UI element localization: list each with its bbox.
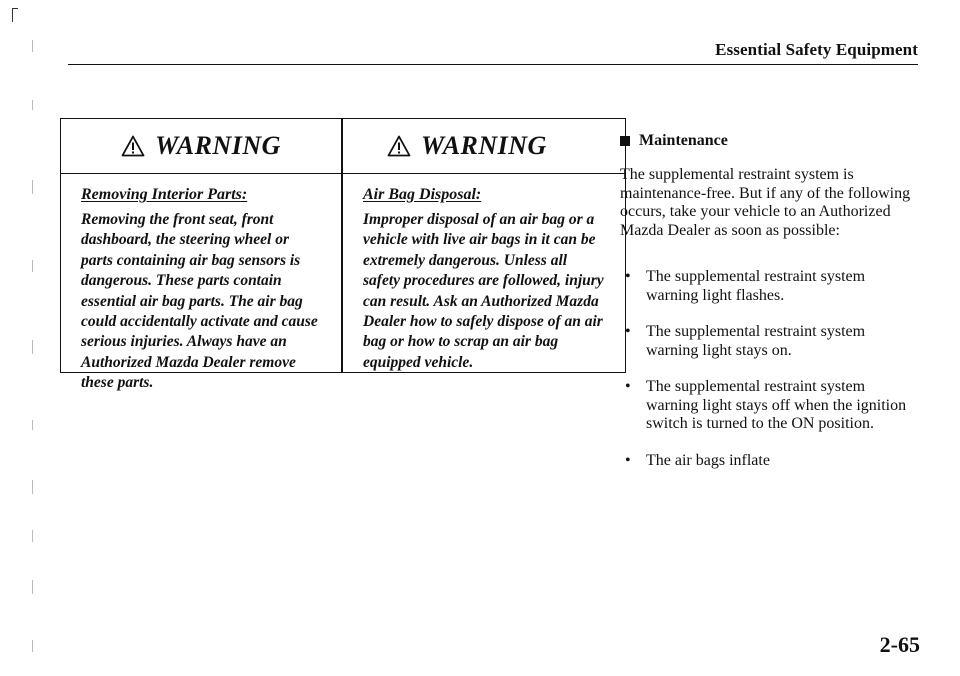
- list-item-text: The supplemental restraint system warning light stays off when the ignition switch is turned to the ON position.: [646, 378, 907, 432]
- warning-label: WARNING: [155, 131, 281, 160]
- warning-text: Improper disposal of an air bag or a vehicle with live air bags in it can be extremely dangerous. Unless all safety procedures are followed, injury can result. Ask an Authorized Mazda Dealer how to safely dispose of an air bag or how to scrap an air bag equipped vehicle.: [363, 211, 604, 371]
- scan-margin-marks: [30, 40, 36, 670]
- warning-triangle-icon: [121, 135, 145, 157]
- list-item-text: The air bags inflate: [646, 451, 770, 469]
- warning-label: WARNING: [421, 131, 547, 160]
- warning-body: [343, 186, 625, 373]
- warning-header: [343, 119, 625, 174]
- maintenance-conditions-list: [620, 268, 920, 470]
- page-header-title: Essential Safety Equipment: [715, 40, 918, 59]
- warning-subtitle: Removing Interior Parts:: [81, 186, 248, 203]
- section-title-maintenance: [620, 132, 728, 150]
- bullet-dot-icon: •: [625, 268, 631, 285]
- warning-subtitle: Air Bag Disposal:: [363, 186, 482, 203]
- bullet-dot-icon: •: [625, 451, 631, 469]
- bullet-dot-icon: •: [625, 323, 631, 340]
- list-item: [620, 323, 920, 360]
- warning-body: [61, 186, 341, 394]
- header-rule: [68, 64, 918, 65]
- bullet-dot-icon: •: [625, 378, 631, 395]
- list-item: [620, 452, 920, 471]
- section-title-text: Maintenance: [639, 132, 728, 149]
- list-item: [620, 378, 920, 434]
- list-item: [620, 268, 920, 305]
- warning-triangle-icon: [387, 135, 411, 157]
- warning-box-removing-interior-parts: [60, 118, 342, 392]
- list-item-text: The supplemental restraint system warning light flashes.: [646, 268, 866, 304]
- warning-header: [61, 119, 341, 174]
- warning-box-air-bag-disposal: [342, 118, 626, 373]
- maintenance-intro: The supplemental restraint system is maintenance-free. But if any of the following occurs, take your vehicle to an Authorized Mazda Dealer as soon as possible:: [620, 166, 911, 239]
- page-number: 2-65: [879, 632, 920, 657]
- crop-mark: [12, 8, 22, 22]
- warning-text: Removing the front seat, front dashboard, the steering wheel or parts containing air bag sensors is dangerous. These parts contain essential air bag parts. The air bag could accidentally activate and cause serious injuries. Always have an Authorized Mazda Dealer remove these parts.: [81, 211, 318, 392]
- square-bullet-icon: [620, 136, 630, 146]
- list-item-text: The supplemental restraint system warning light stays on.: [646, 323, 866, 359]
